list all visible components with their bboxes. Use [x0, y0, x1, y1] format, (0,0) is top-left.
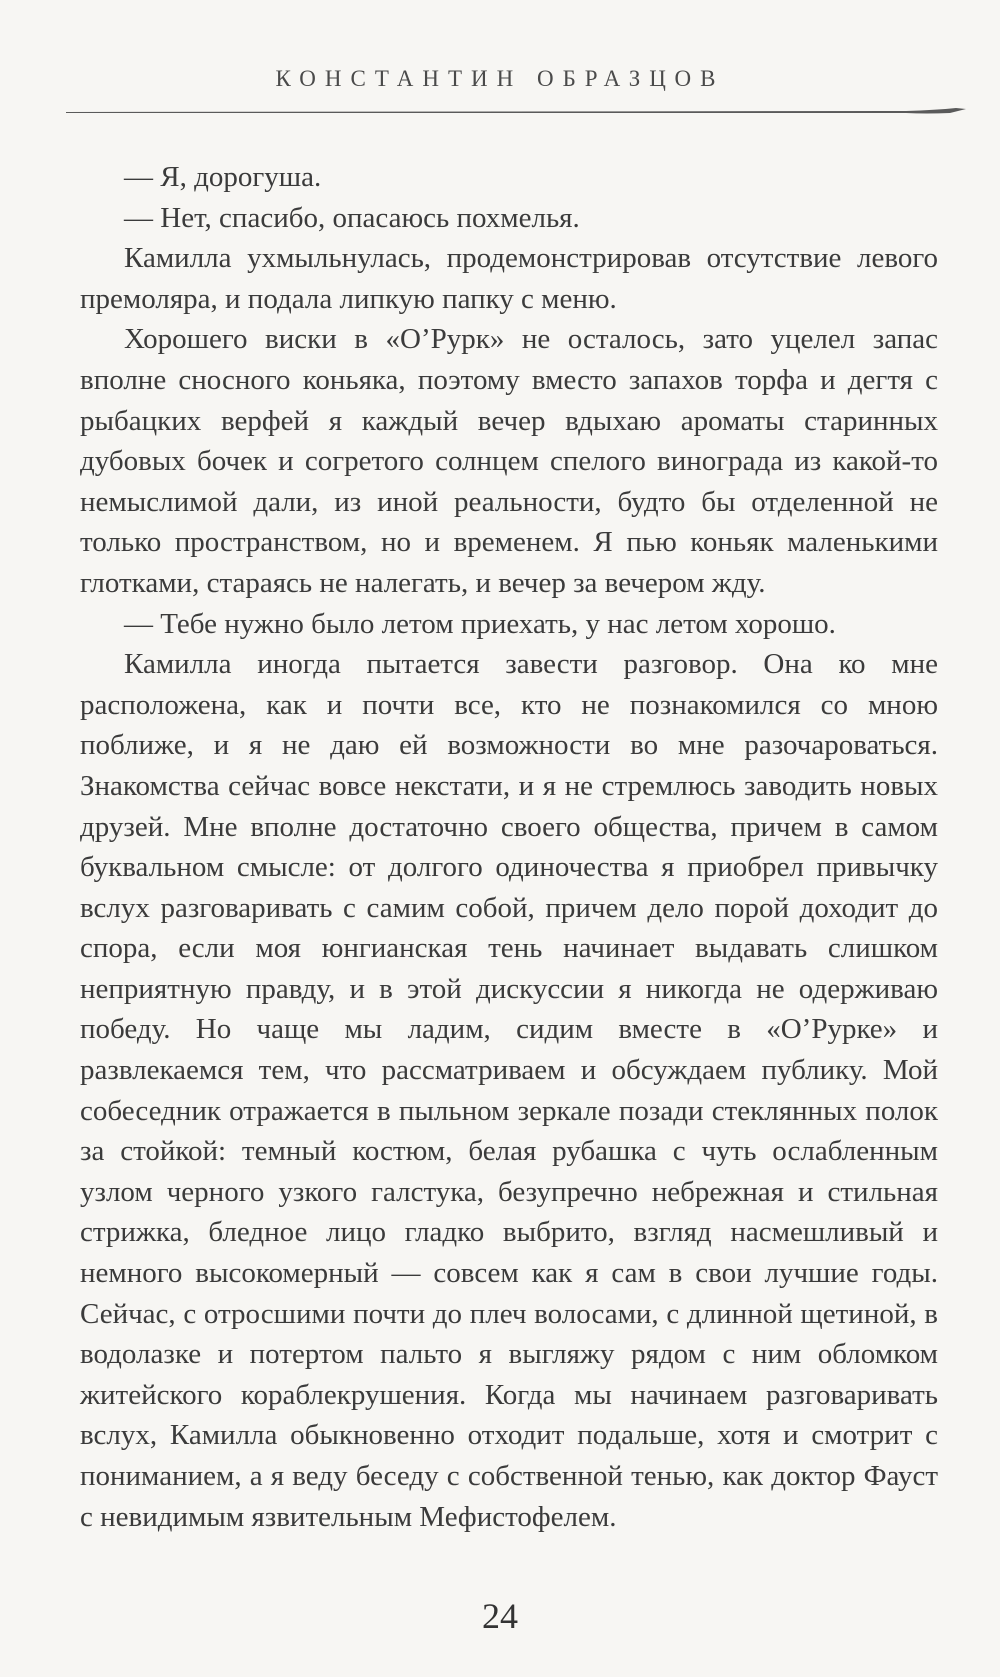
- dialogue-line: — Я, дорогуша.: [124, 161, 322, 193]
- running-head: КОНСТАНТИН ОБРАЗЦОВ: [275, 66, 725, 91]
- paragraph: Хорошего виски в «О’Рурк» не осталось, зато уцелел запас вполне сносного коньяка, поэтому вместо запахов торфа и дегтя с рыбацких верфей я каждый вечер вдыхаю ароматы старинных дубовых бочек и согретого солнцем спелого винограда из какой-то немыслимой дали, из иной реальности, будто бы отделенной не только пространством, но и временем. Я пью коньяк маленькими глотками, стараясь не налегать, и вечер за вечером жду.: [80, 323, 938, 599]
- header-rule: [66, 106, 966, 118]
- paragraph: Камилла ухмыльнулась, продемонстрировав отсутствие левого премоляра, и подала липкую папку с меню.: [80, 242, 938, 315]
- dialogue-line: — Нет, спасибо, опасаюсь похмелья.: [124, 201, 580, 234]
- dialogue-line: — Тебе нужно было летом приехать, у нас летом хорошо.: [124, 607, 836, 640]
- page-number: 24: [482, 1596, 518, 1636]
- body-text: [80, 157, 938, 1537]
- paragraph: Камилла иногда пытается завести разговор. Она ко мне расположена, как и почти все, кто не познакомился со мною поближе, и я не даю ей возможности во мне разочароваться. Знакомства сейчас вовсе некстати, и я не стремлюсь заводить новых друзей. Мне вполне достаточно своего общества, причем в самом буквальном смысле: от долгого одиночества я приобрел привычку вслух разговаривать с самим собой, причем дело порой доходит до спора, если моя юнгианская тень начинает выдавать слишком неприятную правду, и в этой дискуссии я никогда не одерживаю победу. Но чаще мы ладим, сидим вместе в «О’Рурке» и развлекаемся тем, что рассматриваем и обсуждаем публику. Мой собеседник отражается в пыльном зеркале позади стеклянных полок за стойкой: темный костюм, белая рубашка с чуть ослабленным узлом черного узкого галстука, безупречно небрежная и стильная стрижка, бледное лицо гладко выбрито, взгляд насмешливый и немного высокомерный — совсем как я сам в свои лучшие годы. Сейчас, с отросшими почти до плеч волосами, с длинной щетиной, в водолазке и потертом пальто я выгляжу рядом с ним обломком житейского кораблекрушения. Когда мы начинаем разговаривать вслух, Камилла обыкновенно отходит подальше, хотя и смотрит с пониманием, а я веду беседу с собственной тенью, как доктор Фауст с невидимым язвительным Мефистофелем.: [80, 648, 938, 1533]
